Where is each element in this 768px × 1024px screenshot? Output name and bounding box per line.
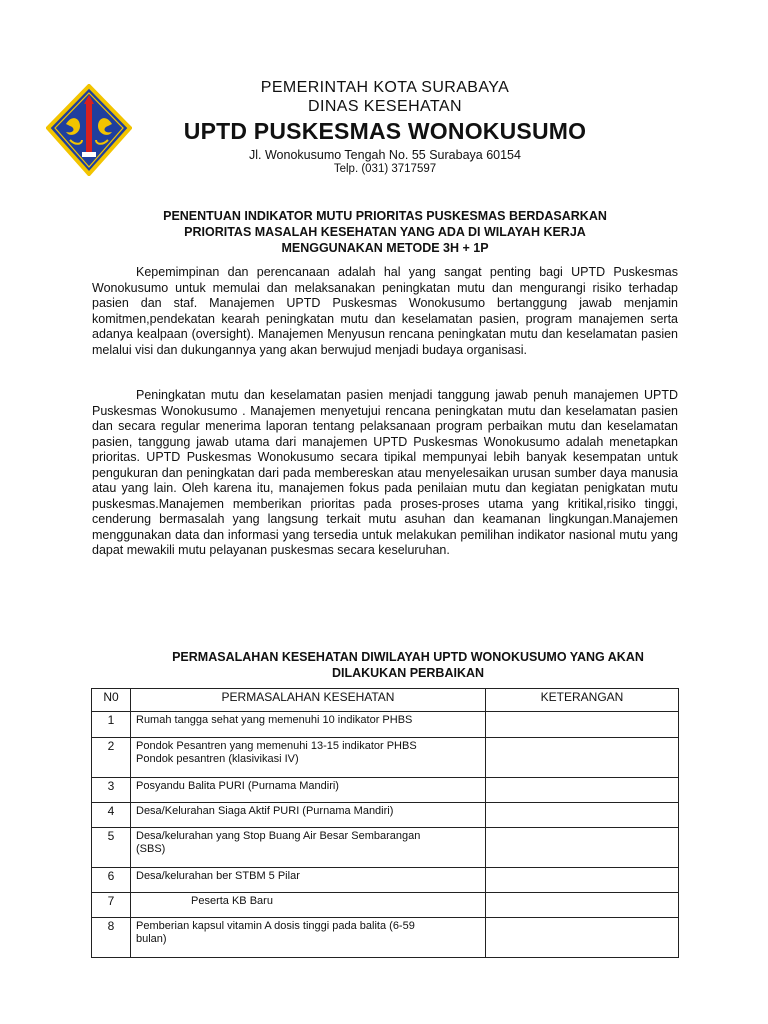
row-number: 4	[92, 803, 131, 828]
row-note	[486, 778, 679, 803]
header-note: KETERANGAN	[486, 689, 679, 712]
heading-line: PRIORITAS MASALAH KESEHATAN YANG ADA DI WILAYAH KERJA	[184, 225, 586, 239]
row-note	[486, 828, 679, 868]
row-number: 7	[92, 893, 131, 918]
letterhead-agency: DINAS KESEHATAN	[308, 98, 462, 115]
row-note	[486, 893, 679, 918]
row-issue	[131, 893, 486, 918]
row-issue-line: Pemberian kapsul vitamin A dosis tinggi pada balita (6-59	[136, 920, 415, 932]
table-row	[92, 828, 679, 868]
table-row	[92, 918, 679, 958]
row-issue-line: Desa/kelurahan ber STBM 5 Pilar	[136, 870, 300, 882]
heading-line: MENGGUNAKAN METODE 3H + 1P	[281, 241, 489, 255]
row-issue	[131, 778, 486, 803]
row-note	[486, 712, 679, 738]
row-issue-line: Desa/kelurahan yang Stop Buang Air Besar Sembarangan	[136, 830, 421, 842]
row-issue	[131, 803, 486, 828]
row-number: 1	[92, 712, 131, 738]
row-issue-line: Pondok pesantren (klasivikasi IV)	[136, 753, 299, 765]
row-note	[486, 738, 679, 778]
letterhead-phone: Telp. (031) 3717597	[333, 163, 437, 175]
row-issue-line: Rumah tangga sehat yang memenuhi 10 indikator PHBS	[136, 714, 413, 726]
body-paragraph: Peningkatan mutu dan keselamatan pasien menjadi tanggung jawab penuh manajemen UPTD Puskesmas Wonokusumo . Manajemen menyetujui rencana peningkatan mutu dan keselamatan pasien dan secara regular menerima laporan tentang pelaksanaan program perbaikan mutu dan keselamatan pasien, tanggung jawab utama dari manajemen UPTD Puskesmas Wonokusumo adalah menetapkan prioritas. UPTD Puskesmas Wonokusumo secara tipikal mempunyai lebih banyak kesempatan untuk pengukuran dan peningkatan dari pada membereskan atau menyelesaikan urusan sumber daya manusia atau yang lain. Oleh karena itu, manajemen fokus pada penilaian mutu dan kegiatan penigkatan mutu puskesmas.Manajemen memberikan prioritas pada proses-proses utama yang kritikal,risiko tinggi, cenderung bermasalah yang langsung terkait mutu asuhan dan keamanan lingkungan.Manajemen menggunakan data dan informasi yang tersedia untuk melakukan pemilihan indikator nasional mutu yang dapat mewakili mutu pelayanan puskesmas secara keseluruhan.	[92, 388, 678, 557]
row-note	[486, 868, 679, 893]
table-row	[92, 893, 679, 918]
body-paragraph: Kepemimpinan dan perencanaan adalah hal yang sangat penting bagi UPTD Puskesmas Wonokusumo untuk memulai dan melaksanakan peningkatan mutu dan mengurangi risiko terhadap pasien dan staf. Manajemen UPTD Puskesmas Wonokusumo bertanggung jawab menjamin komitmen,pendekatan kearah peningkatan mutu dan keselamatan pasien, program manajemen serta adanya kealpaan (oversight). Manajemen Menyusun rencana peningkatan mutu dan keselamatan pasien melalui visi dan dukungannya yang akan berwujud menjadi budaya organisasi.	[92, 265, 678, 357]
row-issue	[131, 918, 486, 958]
row-issue	[131, 868, 486, 893]
row-issue-line: Posyandu Balita PURI (Purnama Mandiri)	[136, 780, 339, 792]
row-issue	[131, 828, 486, 868]
header-no: N0	[92, 689, 131, 712]
row-issue	[131, 712, 486, 738]
row-number: 2	[92, 738, 131, 778]
letterhead-address: Jl. Wonokusumo Tengah No. 55 Surabaya 60154	[249, 148, 521, 162]
table-row	[92, 868, 679, 893]
row-number: 6	[92, 868, 131, 893]
table-row	[92, 778, 679, 803]
row-issue-line: bulan)	[136, 933, 167, 945]
table-row	[92, 738, 679, 778]
heading-line: PENENTUAN INDIKATOR MUTU PRIORITAS PUSKESMAS BERDASARKAN	[163, 209, 607, 223]
row-issue-line: Desa/Kelurahan Siaga Aktif PURI (Purnama Mandiri)	[136, 805, 394, 817]
letterhead-institution: UPTD PUSKESMAS WONOKUSUMO	[183, 118, 587, 144]
row-number: 3	[92, 778, 131, 803]
row-issue-line: Peserta KB Baru	[191, 895, 273, 907]
table-title-line: DILAKUKAN PERBAIKAN	[331, 665, 485, 680]
table-row	[92, 712, 679, 738]
letterhead-government: PEMERINTAH KOTA SURABAYA	[260, 79, 510, 96]
table-title	[130, 650, 686, 681]
document-heading	[92, 208, 678, 256]
row-issue-line: Pondok Pesantren yang memenuhi 13-15 indikator PHBS	[136, 740, 417, 752]
row-number: 5	[92, 828, 131, 868]
row-issue	[131, 738, 486, 778]
header-issue: PERMASALAHAN KESEHATAN	[131, 689, 486, 712]
table-header-row	[92, 689, 679, 712]
row-issue-line: (SBS)	[136, 843, 166, 855]
table-title-line: PERMASALAHAN KESEHATAN DIWILAYAH UPTD WONOKUSUMO YANG AKAN	[172, 650, 644, 664]
row-note	[486, 803, 679, 828]
row-note	[486, 918, 679, 958]
row-number: 8	[92, 918, 131, 958]
health-issues-table	[91, 688, 679, 958]
table-row	[92, 803, 679, 828]
